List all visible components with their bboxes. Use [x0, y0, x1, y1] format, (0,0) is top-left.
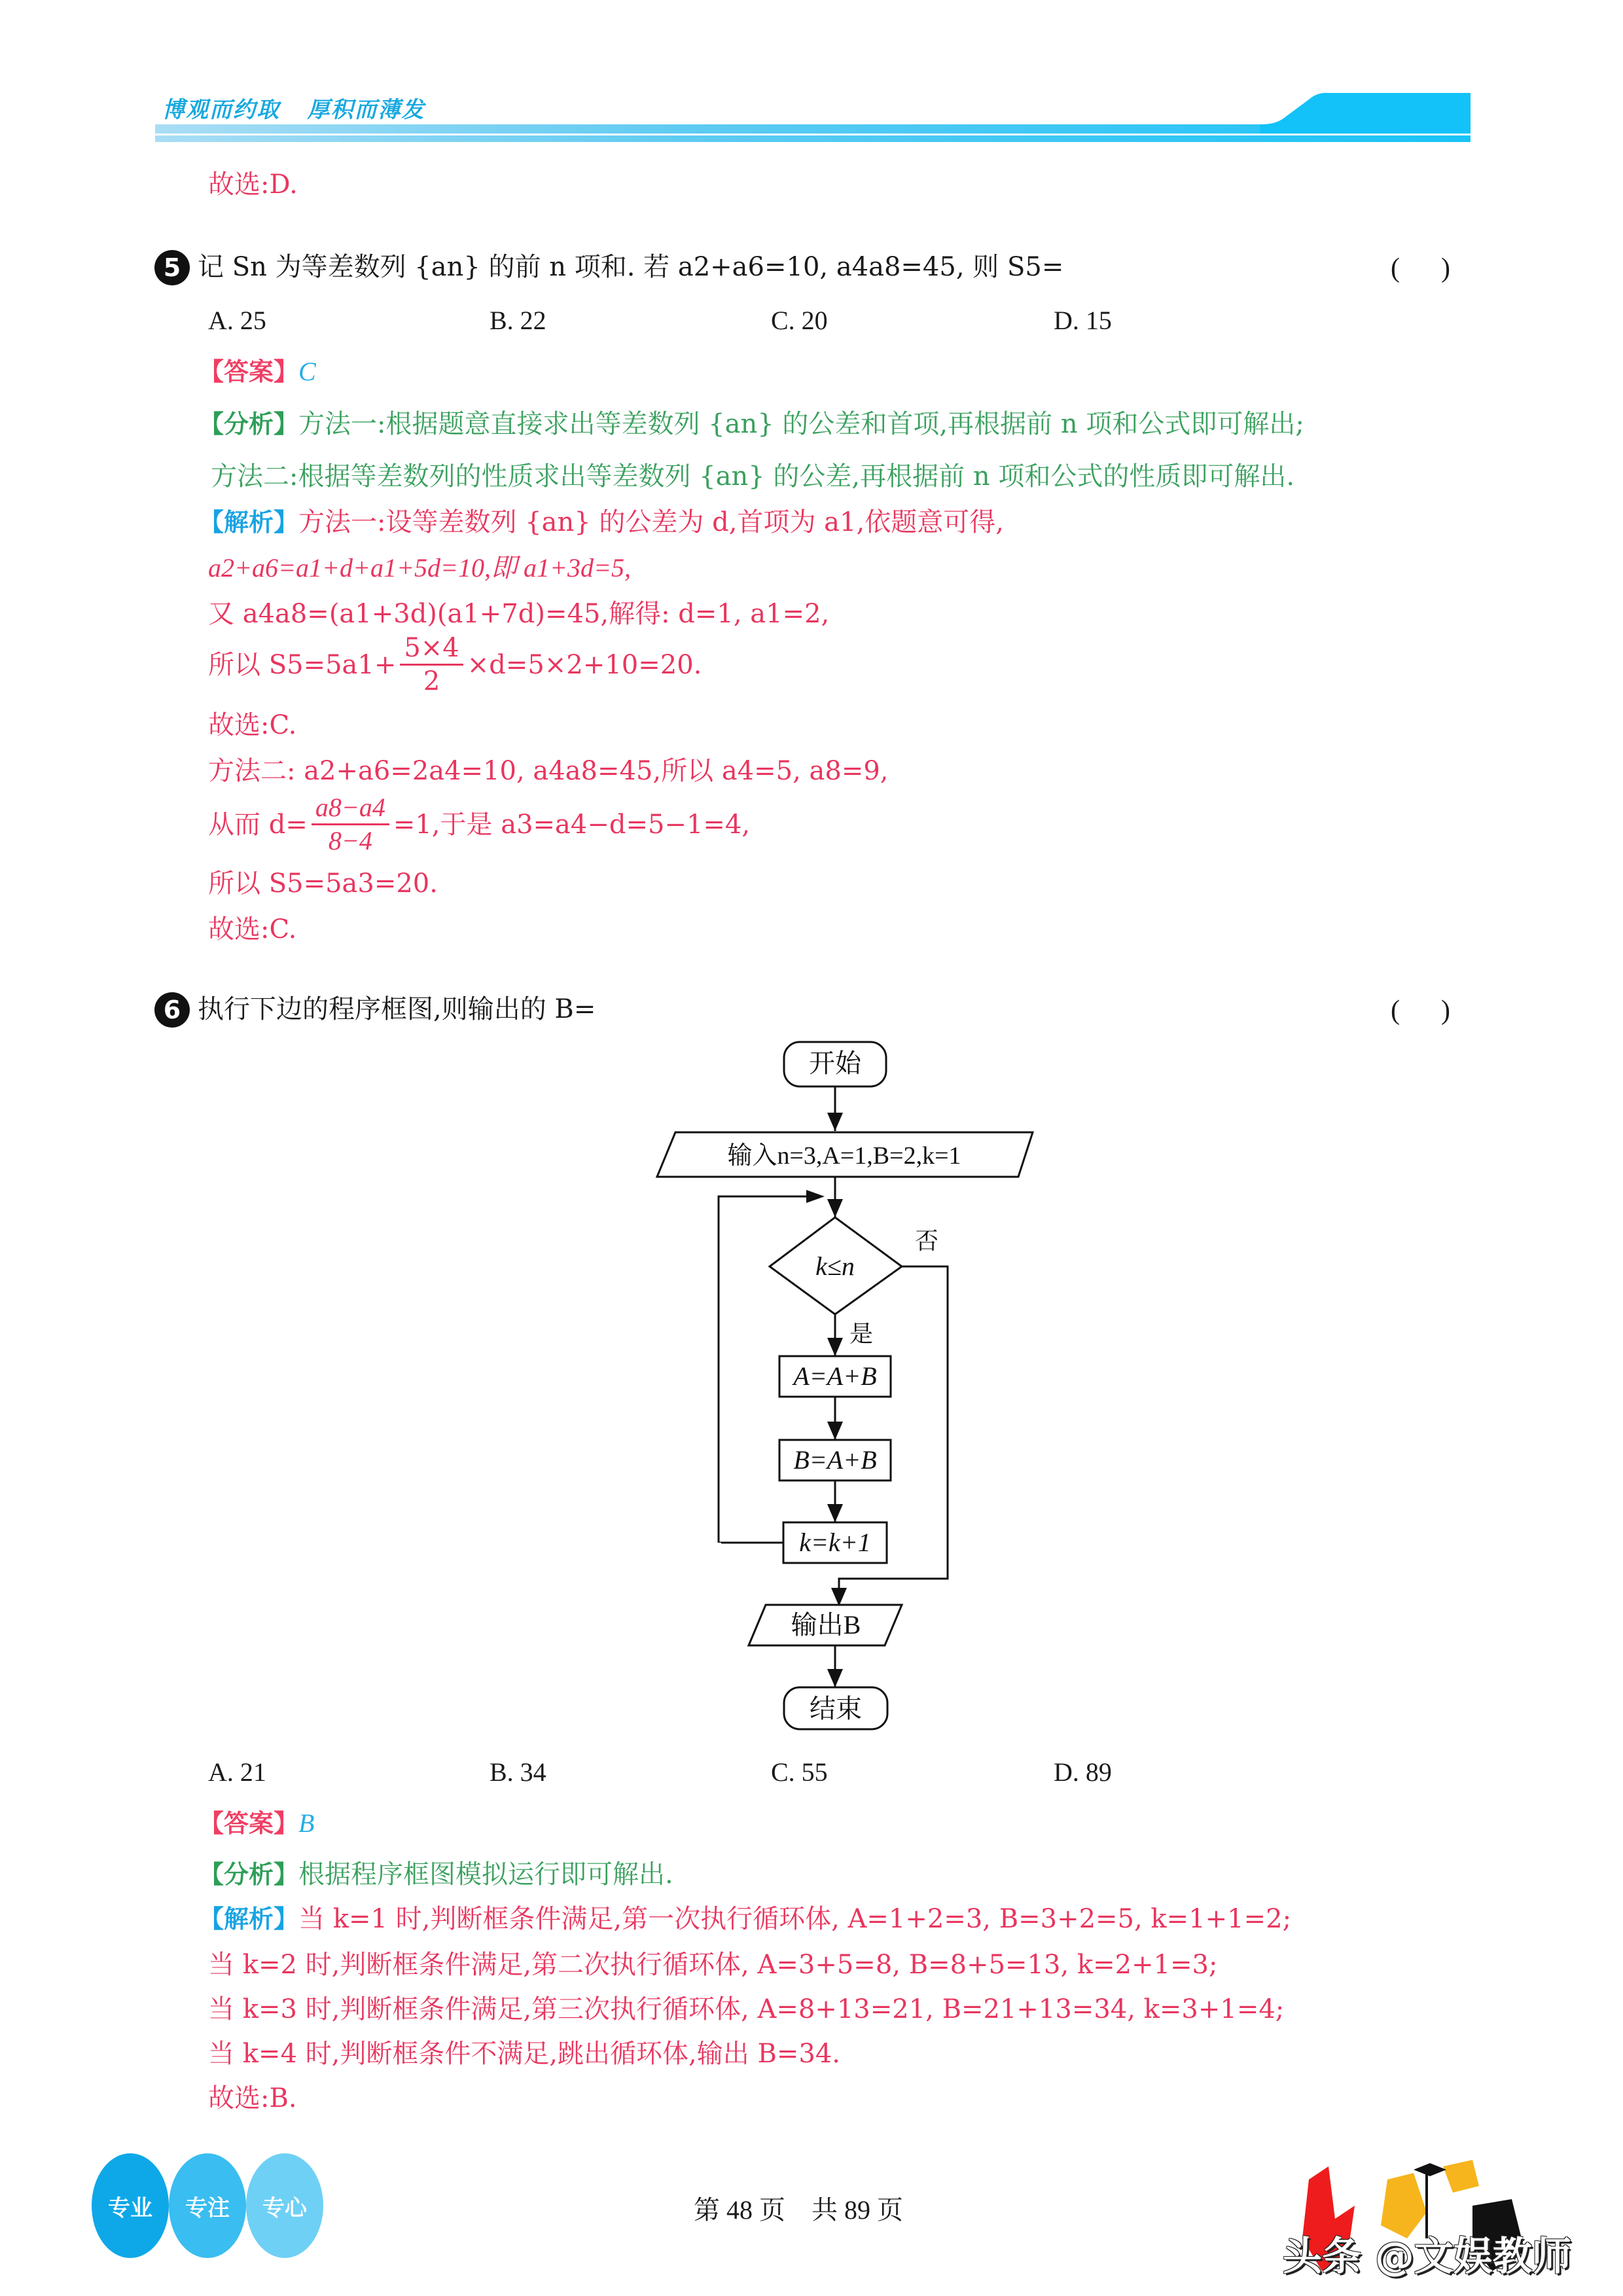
- q6-option-a: A. 21: [208, 1757, 266, 1787]
- q6-solution-row-3: 当 k=3 时,判断框条件满足,第三次执行循环体, A=8+13=21, B=21+13=34, k=3+1=4;: [208, 1994, 1285, 2024]
- header-slogan: 博观而约取 厚积而薄发: [162, 97, 425, 123]
- q5-analysis-row-1: [199, 411, 1304, 437]
- flow-step-a-label: A=A+B: [793, 1361, 877, 1391]
- analysis-tag: 【分析】: [199, 410, 299, 439]
- q6-answer-row: [199, 1810, 314, 1837]
- q5-solution-intro: [199, 509, 1004, 535]
- q6-option-d: D. 89: [1054, 1757, 1112, 1787]
- analysis-text: 根据程序框图模拟运行即可解出.: [298, 1859, 673, 1890]
- flow-step-k-label: k=k+1: [799, 1528, 871, 1557]
- flow-step-b-label: B=A+B: [793, 1445, 877, 1475]
- answer-value: B: [298, 1808, 315, 1838]
- page-number: 第 48 页 共 89 页: [694, 2195, 903, 2225]
- question-number-badge: 5: [154, 250, 190, 285]
- q5-solution-line: 所以 S5=5a3=20.: [208, 869, 438, 899]
- question-number-badge: 6: [154, 992, 190, 1028]
- header-tab-shape: [1260, 93, 1471, 134]
- flowchart-diagram: [641, 1028, 1047, 1734]
- flow-no-label: 否: [915, 1228, 939, 1254]
- motto-circle: 专注: [169, 2153, 246, 2258]
- solution-tag: 【解析】: [199, 1905, 299, 1933]
- q5-solution-line: 又 a4a8=(a1+3d)(a1+7d)=45,解得: d=1, a1=2,: [208, 599, 830, 629]
- q5-method1-conclusion: 故选:C.: [208, 710, 297, 740]
- fraction-numerator: 5×4: [400, 634, 463, 666]
- expr-suffix: =1,于是 a3=a4−d=5−1=4,: [393, 809, 751, 840]
- fraction-numerator: a8−a4: [312, 793, 389, 825]
- analysis-tag: 【分析】: [199, 1860, 299, 1889]
- answer-tag: 【答案】: [199, 357, 299, 386]
- analysis-text: 方法一:根据题意直接求出等差数列 {an} 的公差和首项,再根据前 n 项和公式即可解出;: [298, 409, 1304, 439]
- fraction: [400, 634, 463, 696]
- fraction-denominator: 8−4: [328, 826, 372, 855]
- solution-text: 方法一:设等差数列 {an} 的公差为 d,首项为 a1,依题意可得,: [298, 507, 1004, 537]
- q5-option-b: B. 22: [490, 306, 546, 335]
- expr-suffix: ×d=5×2+10=20.: [467, 649, 702, 680]
- watermark-logo: [1276, 2140, 1616, 2291]
- q5-solution-line-fraction: [208, 634, 702, 696]
- flow-end-label: 结束: [810, 1694, 862, 1723]
- answer-tag: 【答案】: [199, 1809, 299, 1838]
- prev-conclusion: 故选:D.: [208, 170, 298, 200]
- solution-tag: 【解析】: [199, 508, 299, 537]
- q5-answer-blank: ( ): [1391, 253, 1450, 283]
- q5-solution-line: 方法二: a2+a6=2a4=10, a4a8=45,所以 a4=5, a8=9,: [208, 756, 889, 786]
- q6-stem: 执行下边的程序框图,则输出的 B=: [198, 994, 596, 1024]
- q6-solution-row-2: 当 k=2 时,判断框条件满足,第二次执行循环体, A=3+5=8, B=8+5=13, k=2+1=3;: [208, 1950, 1218, 1980]
- q5-option-c: C. 20: [771, 306, 828, 335]
- fraction-denominator: 2: [423, 666, 440, 696]
- q6-solution-row-4: 当 k=4 时,判断框条件不满足,跳出循环体,输出 B=34.: [208, 2039, 841, 2069]
- q6-option-c: C. 55: [771, 1757, 828, 1787]
- motto-circle: 专心: [246, 2153, 323, 2258]
- q5-method2-conclusion: 故选:C.: [208, 914, 297, 944]
- q5-answer-row: [199, 359, 316, 385]
- q5-solution-line-fraction: [208, 793, 750, 855]
- motto-circle: 专业: [92, 2153, 169, 2258]
- q6-analysis-row: [199, 1861, 673, 1888]
- q5-option-a: A. 25: [208, 306, 266, 335]
- q6-solution-row-1: [199, 1906, 1291, 1932]
- q5-stem: 记 Sn 为等差数列 {an} 的前 n 项和. 若 a2+a6=10, a4a8=45, 则 S5=: [198, 252, 1064, 282]
- flowchart: [641, 1028, 1047, 1734]
- watermark-text: 头条 @文娱教师: [1283, 2234, 1571, 2280]
- expr-prefix: 所以 S5=5a1+: [208, 649, 397, 680]
- expr-prefix: 从而 d=: [208, 809, 308, 840]
- flow-condition-label: k≤n: [815, 1251, 855, 1281]
- q6-option-b: B. 34: [490, 1757, 546, 1787]
- answer-value: C: [298, 357, 316, 386]
- header-bar-bottom: [155, 135, 1471, 142]
- q6-answer-blank: ( ): [1391, 996, 1450, 1026]
- q6-conclusion: 故选:B.: [208, 2083, 297, 2113]
- solution-text: 当 k=1 时,判断框条件满足,第一次执行循环体, A=1+2=3, B=3+2=5, k=1+1=2;: [298, 1904, 1292, 1934]
- flow-input-label: 输入n=3,A=1,B=2,k=1: [727, 1142, 961, 1170]
- q5-solution-line: a2+a6=a1+d+a1+5d=10,即 a1+3d=5,: [208, 553, 631, 583]
- q5-option-d: D. 15: [1054, 306, 1112, 335]
- flow-yes-label: 是: [849, 1321, 874, 1347]
- flow-output-label: 输出B: [791, 1610, 861, 1640]
- q5-analysis-row-2: 方法二:根据等差数列的性质求出等差数列 {an} 的公差,再根据前 n 项和公式的性质即可解出.: [211, 461, 1295, 492]
- flow-start-label: 开始: [809, 1049, 861, 1078]
- fraction: [312, 793, 389, 855]
